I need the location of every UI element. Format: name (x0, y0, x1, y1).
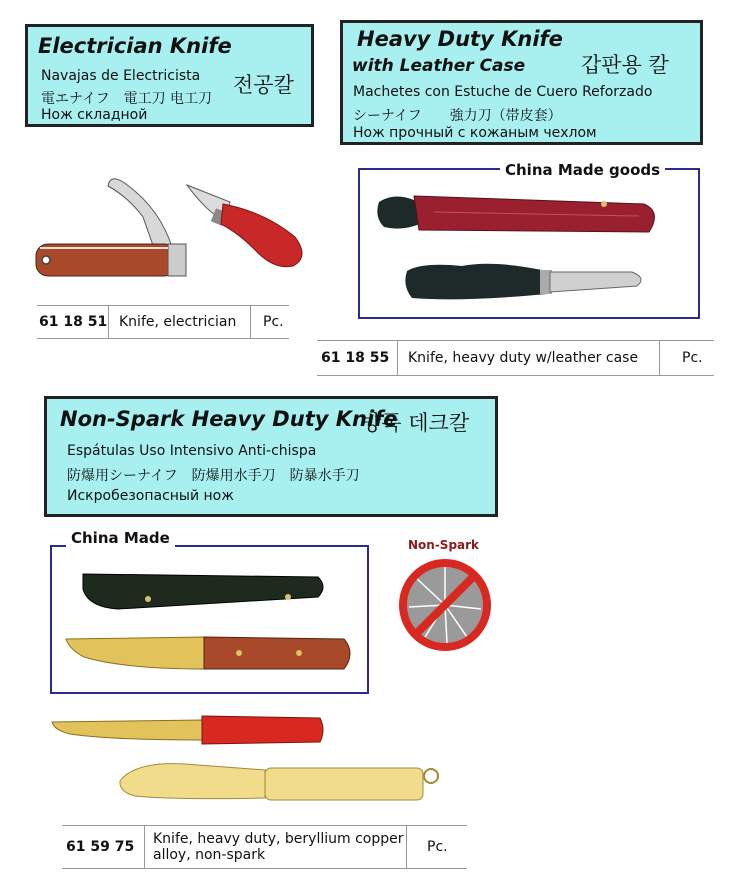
product-code: 61 59 75 (66, 839, 135, 855)
electrician-knife-title: Electrician Knife (38, 34, 232, 58)
product-unit: Pc. (659, 341, 714, 375)
product-description: Knife, electrician (108, 306, 258, 338)
product-row-electrician (37, 305, 289, 339)
non-spark-knife-korean: 방폭 데크칼 (361, 411, 470, 435)
electrician-knife-spanish: Navajas de Electricista (41, 68, 201, 84)
heavy-duty-knife-japanese: シーナイフ 強力刀（帯皮套） (353, 108, 562, 124)
non-spark-frame-label: China Made (66, 529, 175, 547)
non-spark-knife-japanese: 防爆用シーナイフ 防爆用水手刀 防暴水手刀 (67, 468, 360, 484)
electrician-knife-korean: 전공칼 (233, 73, 294, 97)
heavy-duty-knife-spanish: Machetes con Estuche de Cuero Reforzado (353, 84, 653, 100)
heavy-duty-knife-title: Heavy Duty Knife (357, 27, 563, 51)
non-spark-knife-russian: Искробезопасный нож (67, 488, 234, 504)
leather-sheath-knife-image (374, 182, 664, 244)
product-code: 61 18 51 (39, 314, 108, 330)
product-unit: Pc. (406, 826, 467, 868)
electrician-knife-russian: Нож складной (41, 107, 148, 123)
product-code: 61 18 55 (321, 350, 390, 366)
non-spark-product-frame (50, 545, 369, 694)
heavy-duty-knife-infobox (340, 20, 703, 145)
non-spark-knife-spanish: Espátulas Uso Intensivo Anti-chispa (67, 443, 317, 459)
non-spark-knife-title: Non-Spark Heavy Duty Knife (60, 407, 398, 431)
product-description-line-2: alloy, non-spark (153, 847, 266, 863)
product-description: Knife, heavy duty w/leather case (397, 341, 659, 375)
non-spark-knife-brass-image (64, 629, 354, 681)
non-spark-red-handle-knife-image (50, 712, 330, 748)
non-spark-sheath-image (78, 569, 328, 614)
heavy-duty-knife-russian: Нож прочный с кожаным чехлом (353, 125, 597, 141)
heavy-duty-product-frame (358, 168, 700, 319)
heavy-duty-knife-image (402, 256, 652, 308)
electrician-knife-japanese: 電エナイフ 電工刀 电工刀 (41, 91, 213, 107)
heavy-duty-knife-subtitle: with Leather Case (352, 56, 526, 76)
non-spark-knife-infobox (44, 396, 498, 517)
product-description-cell (144, 826, 406, 868)
product-row-heavy-duty (317, 340, 714, 376)
non-spark-badge-label: Non-Spark (408, 538, 480, 552)
heavy-duty-frame-label: China Made goods (500, 161, 665, 179)
electrician-knife-infobox (25, 24, 314, 127)
product-unit: Pc. (250, 306, 290, 338)
heavy-duty-knife-korean: 갑판용 칼 (581, 53, 669, 77)
non-spark-folding-knife-image (115, 756, 445, 814)
product-description-line-1: Knife, heavy duty, beryllium copper (153, 831, 404, 847)
folding-electrician-knife-image (28, 172, 198, 287)
product-row-non-spark (62, 825, 467, 869)
no-spark-icon (395, 557, 495, 653)
fixed-electrician-knife-image (185, 182, 310, 274)
